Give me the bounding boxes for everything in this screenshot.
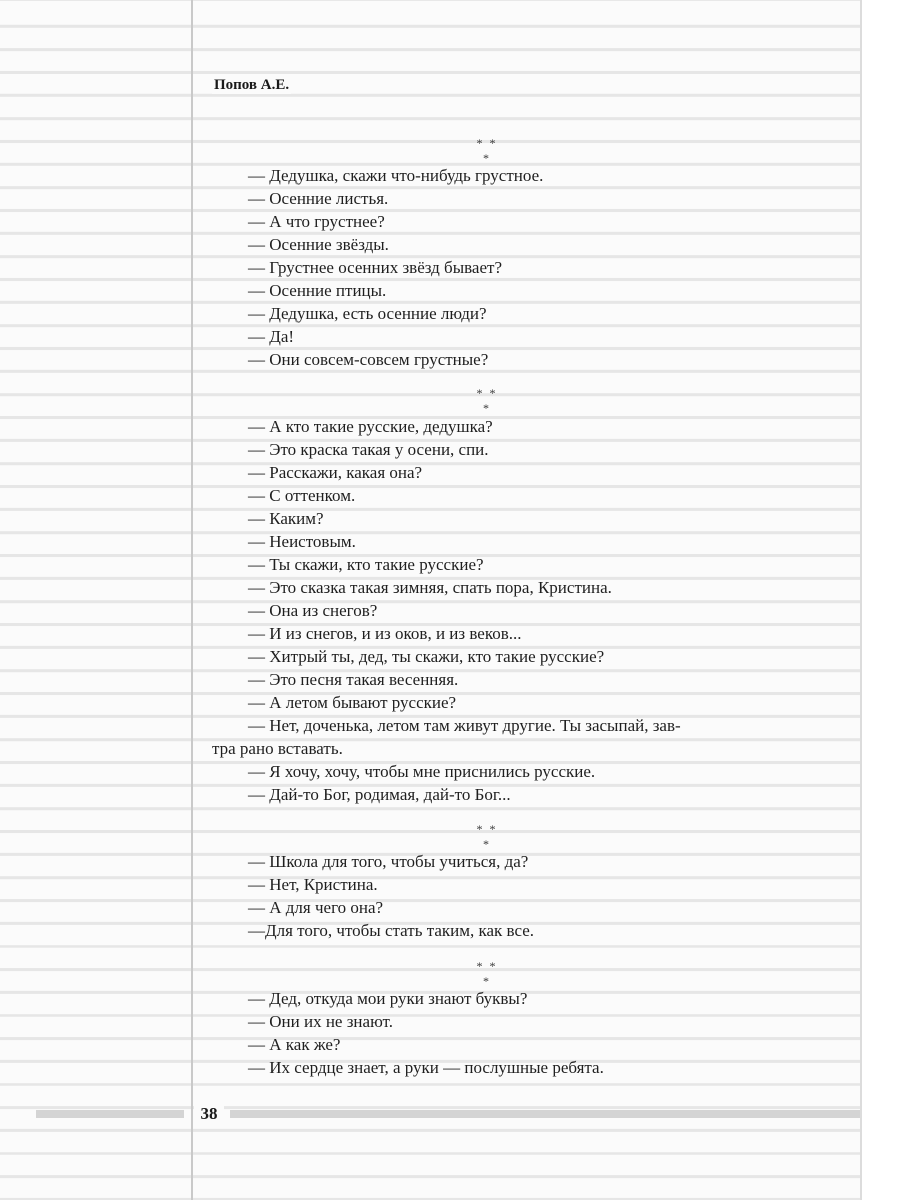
dialogue-line: — Ты скажи, кто такие русские?: [248, 555, 484, 574]
dialogue-line: — Дед, откуда мои руки знают буквы?: [248, 989, 528, 1008]
dialogue-line: — Грустнее осенних звёзд бывает?: [248, 258, 502, 277]
dialogue-line: — Осенние листья.: [248, 189, 389, 208]
page-number: 38: [194, 1104, 224, 1124]
dialogue-line: — И из снегов, и из оков, и из веков...: [248, 624, 522, 643]
dialogue-line: — Хитрый ты, дед, ты скажи, кто такие русские?: [248, 647, 605, 666]
footer-rule-left: [36, 1110, 184, 1118]
section-separator: * * *: [476, 822, 498, 851]
dialogue-line: — Дедушка, есть осенние люди?: [248, 304, 487, 323]
dialogue-line: — А для чего она?: [248, 898, 384, 917]
dialogue-line: —Для того, чтобы стать таким, как все.: [248, 921, 535, 940]
dialogue-line: — Они их не знают.: [248, 1012, 393, 1031]
dialogue-line: — Дедушка, скажи что-нибудь грустное.: [248, 166, 544, 185]
dialogue-line: — Осенние птицы.: [248, 281, 387, 300]
dialogue-line: — А как же?: [248, 1035, 341, 1054]
dialogue-line: — Неистовым.: [248, 532, 356, 551]
dialogue-line: — А что грустнее?: [248, 212, 385, 231]
dialogue-line: — А кто такие русские, дедушка?: [248, 417, 493, 436]
right-margin-band: [862, 0, 900, 1200]
dialogue-line: — Школа для того, чтобы учиться, да?: [248, 852, 529, 871]
dialogue-line-continuation: тра рано вставать.: [212, 739, 343, 758]
dialogue-line: — А летом бывают русские?: [248, 693, 457, 712]
section-separator: * * *: [476, 386, 498, 415]
dialogue-line: — Нет, Кристина.: [248, 875, 378, 894]
dialogue-line: — Это песня такая весенняя.: [248, 670, 459, 689]
dialogue-line: — Каким?: [248, 509, 324, 528]
section-separator: * * *: [476, 959, 498, 988]
margin-line: [191, 0, 193, 1200]
running-header-author: Попов А.Е.: [214, 77, 290, 93]
section-separator: * * *: [476, 136, 498, 165]
dialogue-line: — Расскажи, какая она?: [248, 463, 423, 482]
dialogue-line: — Нет, доченька, летом там живут другие. Ты засыпай, зав-: [248, 716, 681, 735]
dialogue-line: — Это сказка такая зимняя, спать пора, Кристина.: [248, 578, 612, 597]
footer-rule-right: [230, 1110, 860, 1118]
dialogue-line: — Их сердце знает, а руки — послушные ребята.: [248, 1058, 604, 1077]
dialogue-line: — Дай-то Бог, родимая, дай-то Бог...: [248, 785, 511, 804]
dialogue-line: — Они совсем-совсем грустные?: [248, 350, 489, 369]
dialogue-line: — С оттенком.: [248, 486, 356, 505]
dialogue-line: — Я хочу, хочу, чтобы мне приснились русские.: [248, 762, 596, 781]
dialogue-line: — Да!: [248, 327, 295, 346]
dialogue-line: — Осенние звёзды.: [248, 235, 389, 254]
dialogue-line: — Она из снегов?: [248, 601, 378, 620]
dialogue-line: — Это краска такая у осени, спи.: [248, 440, 489, 459]
